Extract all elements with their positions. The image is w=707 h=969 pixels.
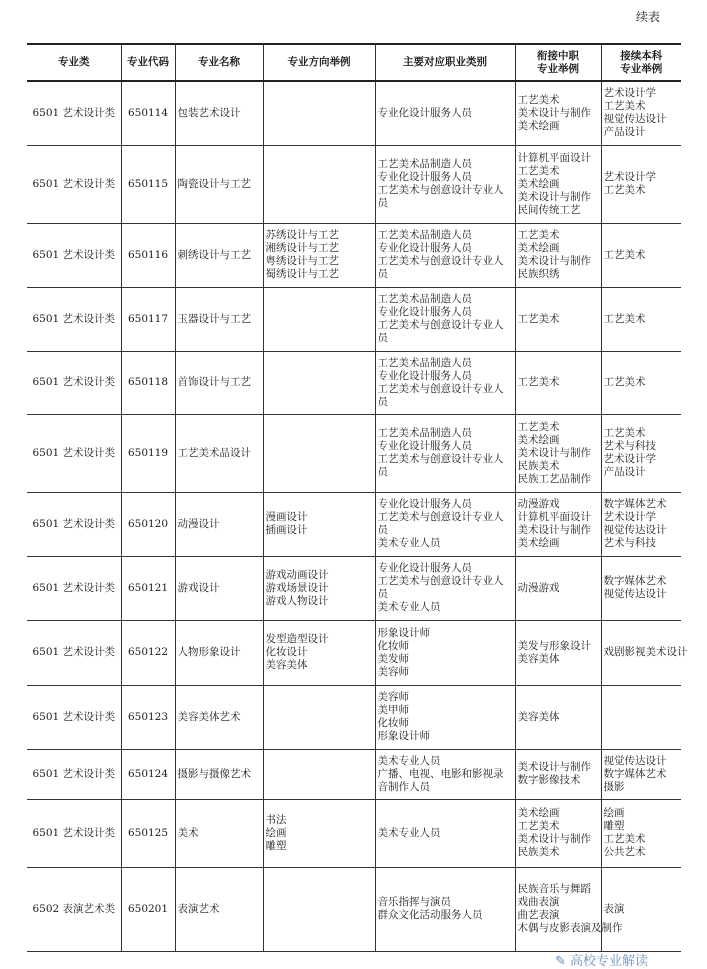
watermark-icon: ✎ [555, 954, 571, 969]
cell-secondary [515, 556, 601, 620]
cell-line: 漫画设计 [265, 511, 308, 523]
cell-line: 工艺美术与创意设计专业人员 [377, 382, 504, 408]
cell-line: 游戏动画设计 [265, 568, 329, 581]
header-line: 专业方向举例 [287, 56, 351, 68]
cell-line: 美术绘画 [517, 119, 560, 132]
cell-line: 美术专业人员 [377, 537, 441, 549]
cell-directions [263, 556, 375, 620]
cell-undergrad [601, 620, 688, 685]
cell-line: 音乐指挥与演员 [377, 896, 451, 908]
cell-name: 首饰设计与工艺 [175, 351, 263, 414]
cell-undergrad [601, 223, 681, 287]
cell-line: 专业化设计服务人员 [377, 171, 472, 183]
cell-occupations [375, 799, 515, 867]
cell-line: 动漫游戏 [517, 498, 560, 510]
cell-line: 美容美体 [265, 659, 308, 671]
cell-line: 专业化设计服务人员 [377, 242, 472, 254]
cell-name: 美容美体艺术 [175, 685, 263, 749]
cell-line: 工艺美术 [603, 833, 646, 845]
cell-line: 美容美体 [517, 710, 560, 723]
header-line: 衔接中职 [537, 49, 579, 62]
cell-name: 游戏设计 [175, 556, 263, 620]
cell-occupations [375, 351, 515, 414]
cell-line: 美术专业人员 [377, 601, 441, 613]
cell-undergrad [601, 685, 681, 749]
cell-directions [263, 749, 375, 799]
cell-directions [263, 351, 375, 414]
cell-line: 粤绣设计与工艺 [265, 255, 339, 267]
cell-undergrad [601, 414, 681, 492]
cell-line: 雕塑 [603, 820, 625, 832]
cell-line: 美术绘画 [517, 537, 560, 549]
cell-line: 艺术设计学 [603, 87, 656, 100]
table-row [27, 556, 681, 620]
cell-line: 工艺美术品制造人员 [377, 158, 472, 170]
cell-code: 650125 [121, 799, 175, 867]
cell-line: 绘画 [265, 826, 287, 839]
cell-line: 工艺美术 [603, 376, 646, 388]
table-row [27, 81, 681, 145]
cell-occupations [375, 685, 515, 749]
cell-line: 工艺美术 [517, 164, 560, 177]
table-row [27, 799, 681, 867]
cell-occupations [375, 620, 515, 685]
cell-line: 民族工艺品制作 [517, 472, 591, 485]
cell-line: 专业化设计服务人员 [377, 106, 472, 119]
cell-category: 6501 艺术设计类 [27, 492, 121, 556]
cell-line: 专业化设计服务人员 [377, 369, 472, 382]
cell-line: 美发与形象设计 [517, 639, 591, 652]
header-line: 专业举例 [537, 62, 579, 75]
cell-line: 戏剧影视美术设计 [603, 646, 688, 658]
cell-line: 艺术与科技 [603, 537, 656, 549]
cell-name: 玉器设计与工艺 [175, 287, 263, 351]
cell-line: 艺术设计学 [603, 453, 656, 465]
cell-line: 民族织绣 [517, 268, 560, 280]
cell-line: 书法 [265, 813, 287, 826]
cell-line: 化妆师 [377, 639, 409, 652]
cell-name: 人物形象设计 [175, 620, 263, 685]
cell-secondary [515, 620, 601, 685]
cell-line: 美术设计与制作 [517, 190, 591, 203]
cell-secondary [515, 287, 601, 351]
cell-code: 650122 [121, 620, 175, 685]
cell-line: 数字媒体艺术 [603, 575, 667, 587]
header-row [27, 44, 681, 81]
cell-category: 6501 艺术设计类 [27, 145, 121, 223]
table-row [27, 351, 681, 414]
cell-line: 产品设计 [603, 466, 646, 478]
cell-line: 视觉传达设计 [603, 588, 667, 600]
cell-line: 广播、电视、电影和影视录音制作人员 [377, 767, 504, 793]
cell-undergrad [601, 287, 681, 351]
cell-line: 美术设计与制作 [517, 761, 591, 773]
cell-line: 工艺美术 [517, 820, 560, 832]
cell-line: 形象设计师 [377, 730, 430, 742]
table-row [27, 223, 681, 287]
cell-secondary [515, 685, 601, 749]
cell-category: 6501 艺术设计类 [27, 414, 121, 492]
cell-directions [263, 799, 375, 867]
cell-line: 视觉传达设计 [603, 524, 667, 536]
cell-line: 专业化设计服务人员 [377, 440, 472, 452]
cell-line: 美术设计与制作 [517, 255, 591, 267]
cell-secondary [515, 145, 601, 223]
cell-code: 650115 [121, 145, 175, 223]
cell-category: 6501 艺术设计类 [27, 81, 121, 145]
cell-line: 数字影像技术 [517, 774, 581, 786]
cell-undergrad [601, 145, 681, 223]
cell-code: 650116 [121, 223, 175, 287]
cell-undergrad [601, 81, 681, 145]
cell-secondary [515, 749, 601, 799]
cell-line: 美容师 [377, 691, 409, 703]
cell-undergrad [601, 556, 681, 620]
cell-directions [263, 620, 375, 685]
cell-line: 专业化设计服务人员 [377, 562, 472, 574]
cell-secondary [515, 351, 601, 414]
cell-line: 工艺美术品制造人员 [377, 427, 472, 439]
cell-line: 视觉传达设计 [603, 754, 667, 767]
cell-line: 美术设计与制作 [517, 446, 591, 459]
cell-line: 工艺美术 [517, 376, 560, 388]
cell-line: 艺术与科技 [603, 440, 656, 452]
cell-line: 公共艺术 [603, 846, 646, 858]
cell-name: 陶瓷设计与工艺 [175, 145, 263, 223]
cell-line: 美术专业人员 [377, 826, 441, 839]
cell-category: 6501 艺术设计类 [27, 685, 121, 749]
cell-line: 专业化设计服务人员 [377, 306, 472, 318]
cell-line: 美术设计与制作 [517, 524, 591, 536]
cell-line: 艺术设计学 [603, 171, 656, 183]
header-name: 专业名称 [175, 44, 263, 81]
cell-line: 数字媒体艺术 [603, 767, 667, 780]
cell-line: 工艺美术 [603, 312, 646, 325]
header-category: 专业类 [27, 44, 121, 81]
cell-line: 美术设计与制作 [517, 106, 591, 119]
cell-line: 视觉传达设计 [603, 113, 667, 126]
cell-line: 化妆师 [377, 717, 409, 729]
cell-line: 产品设计 [603, 126, 646, 139]
cell-line: 蜀绣设计与工艺 [265, 268, 339, 280]
cell-line: 美术设计与制作 [517, 833, 591, 845]
table-row [27, 492, 681, 556]
cell-name: 美术 [175, 799, 263, 867]
cell-name: 表演艺术 [175, 867, 263, 951]
cell-line: 戏曲表演 [517, 896, 560, 908]
cell-secondary [515, 867, 623, 951]
cell-category: 6501 艺术设计类 [27, 620, 121, 685]
cell-undergrad [601, 749, 681, 799]
header-line: 专业举例 [620, 62, 663, 75]
cell-code: 650114 [121, 81, 175, 145]
cell-line: 美容师 [377, 665, 409, 678]
cell-directions [263, 867, 375, 951]
footer-watermark: ✎ 高校专业解读 [555, 954, 649, 969]
cell-line: 曲艺表演 [517, 909, 560, 921]
cell-line: 工艺美术品制造人员 [377, 293, 472, 305]
cell-line: 美术专业人员 [377, 754, 441, 767]
cell-line: 工艺美术与创意设计专业人员 [377, 511, 504, 536]
cell-directions [263, 414, 375, 492]
cell-line: 美术绘画 [517, 242, 560, 254]
cell-name: 工艺美术品设计 [175, 414, 263, 492]
cell-line: 工艺美术 [517, 93, 560, 106]
cell-category: 6501 艺术设计类 [27, 799, 121, 867]
cell-line: 游戏场景设计 [265, 581, 329, 594]
cell-line: 工艺美术 [517, 420, 560, 433]
cell-category: 6501 艺术设计类 [27, 351, 121, 414]
major-catalog-table [27, 43, 688, 952]
cell-directions [263, 223, 375, 287]
cell-occupations [375, 145, 515, 223]
header-line: 主要对应职业类别 [403, 56, 487, 68]
cell-secondary [515, 223, 601, 287]
cell-line: 工艺美术 [603, 184, 646, 196]
cell-line: 动漫游戏 [517, 581, 560, 594]
cell-directions [263, 287, 375, 351]
cell-line: 工艺美术 [517, 229, 560, 241]
cell-code: 650120 [121, 492, 175, 556]
cell-category: 6502 表演艺术类 [27, 867, 121, 951]
cell-line: 工艺美术 [517, 312, 560, 325]
cell-line: 民族音乐与舞蹈 [517, 883, 591, 895]
cell-occupations [375, 556, 515, 620]
cell-line: 工艺美术与创意设计专业人员 [377, 184, 504, 209]
cell-occupations [375, 492, 515, 556]
cell-code: 650121 [121, 556, 175, 620]
header-undergrad [601, 44, 681, 81]
table-row [27, 145, 681, 223]
header-occupations [375, 44, 515, 81]
cell-line: 计算机平面设计 [517, 151, 591, 164]
cell-directions [263, 81, 375, 145]
cell-secondary [515, 492, 601, 556]
table-row [27, 414, 681, 492]
cell-undergrad [601, 492, 681, 556]
cell-line: 民族美术 [517, 459, 560, 472]
cell-line: 工艺美术 [603, 427, 646, 439]
cell-line: 数字媒体艺术 [603, 498, 667, 510]
cell-line: 美术绘画 [517, 433, 560, 446]
table-row [27, 867, 681, 951]
cell-category: 6501 艺术设计类 [27, 223, 121, 287]
cell-code: 650123 [121, 685, 175, 749]
cell-line: 绘画 [603, 807, 625, 819]
cell-line: 工艺美术品制造人员 [377, 229, 472, 241]
cell-line: 工艺美术 [603, 100, 646, 113]
header-code: 专业代码 [121, 44, 175, 81]
cell-line: 美容美体 [517, 652, 560, 665]
cell-line: 表演 [603, 902, 625, 915]
cell-name: 刺绣设计与工艺 [175, 223, 263, 287]
cell-line: 工艺美术品制造人员 [377, 356, 472, 369]
table-row [27, 620, 681, 685]
cell-line: 插画设计 [265, 524, 308, 536]
cell-line: 美甲师 [377, 704, 409, 716]
cell-category: 6501 艺术设计类 [27, 556, 121, 620]
cell-line: 化妆设计 [265, 646, 308, 658]
table-row [27, 685, 681, 749]
cell-category: 6501 艺术设计类 [27, 287, 121, 351]
cell-code: 650119 [121, 414, 175, 492]
cell-line: 工艺美术与创意设计专业人员 [377, 575, 504, 600]
cell-occupations [375, 414, 515, 492]
cell-undergrad [601, 351, 681, 414]
cell-line: 工艺美术 [603, 248, 646, 261]
cell-code: 650201 [121, 867, 175, 951]
cell-line: 美发师 [377, 652, 409, 665]
cell-line: 群众文化活动服务人员 [377, 909, 483, 921]
cell-code: 650118 [121, 351, 175, 414]
table-row [27, 749, 681, 799]
cell-line: 形象设计师 [377, 626, 430, 639]
cell-occupations [375, 223, 515, 287]
cell-undergrad [601, 799, 681, 867]
cell-line: 民间传统工艺 [517, 203, 581, 216]
cell-line: 美术绘画 [517, 177, 560, 190]
cell-directions [263, 685, 375, 749]
cell-occupations [375, 287, 515, 351]
cell-line: 专业化设计服务人员 [377, 498, 472, 510]
cell-directions [263, 492, 375, 556]
cell-line: 发型造型设计 [265, 633, 329, 645]
cell-line: 苏绣设计与工艺 [265, 229, 339, 241]
header-secondary [515, 44, 601, 81]
cell-line: 湘绣设计与工艺 [265, 242, 339, 254]
cell-directions [263, 145, 375, 223]
cell-category: 6501 艺术设计类 [27, 749, 121, 799]
table-row [27, 287, 681, 351]
cell-line: 雕塑 [265, 839, 287, 852]
cell-code: 650117 [121, 287, 175, 351]
cell-secondary [515, 81, 601, 145]
cell-line: 摄影 [603, 780, 625, 793]
cell-name: 摄影与摄像艺术 [175, 749, 263, 799]
cell-line: 工艺美术与创意设计专业人员 [377, 453, 504, 478]
header-directions [263, 44, 375, 81]
cell-name: 动漫设计 [175, 492, 263, 556]
cell-line: 计算机平面设计 [517, 511, 591, 523]
cell-occupations [375, 867, 515, 951]
cell-line: 民族美术 [517, 846, 560, 858]
cell-line: 工艺美术与创意设计专业人员 [377, 255, 504, 280]
cell-line: 木偶与皮影表演及制作 [517, 922, 623, 934]
cell-occupations [375, 749, 515, 799]
cell-line: 美术绘画 [517, 807, 560, 819]
continued-label: 续表 [636, 10, 661, 24]
cell-occupations [375, 81, 515, 145]
cell-secondary [515, 414, 601, 492]
cell-line: 工艺美术与创意设计专业人员 [377, 319, 504, 344]
cell-undergrad [601, 867, 681, 951]
header-line: 接续本科 [620, 49, 663, 62]
cell-name: 包装艺术设计 [175, 81, 263, 145]
cell-code: 650124 [121, 749, 175, 799]
cell-secondary [515, 799, 601, 867]
cell-line: 游戏人物设计 [265, 594, 329, 607]
cell-line: 艺术设计学 [603, 511, 656, 523]
